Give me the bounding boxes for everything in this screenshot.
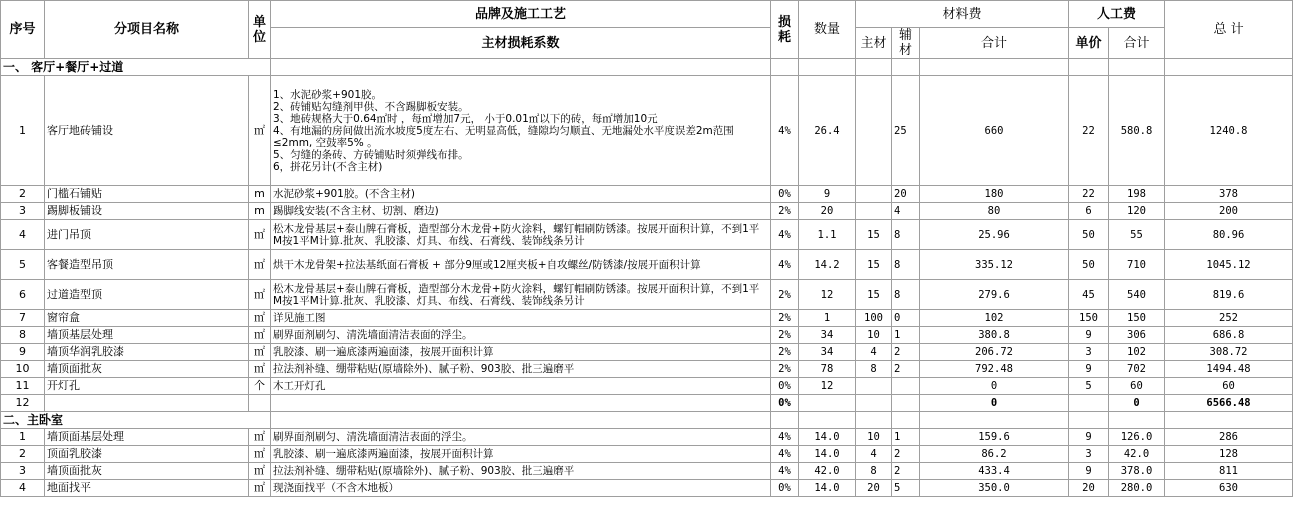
description-line: 乳胶漆、刷一遍底漆两遍面漆，按展开面积计算 bbox=[273, 448, 494, 460]
row-labor-subtotal: 120 bbox=[1109, 203, 1165, 220]
description-line: 木工开灯孔 bbox=[273, 380, 326, 392]
row-description bbox=[271, 463, 771, 480]
row-seq: 1 bbox=[1, 429, 45, 446]
row-labor-unit-price: 9 bbox=[1069, 361, 1109, 378]
table-row bbox=[1, 280, 1293, 310]
row-material-subtotal: 206.72 bbox=[920, 344, 1069, 361]
row-loss: 2% bbox=[771, 344, 799, 361]
row-main-material bbox=[856, 378, 892, 395]
row-main-material: 20 bbox=[856, 480, 892, 497]
row-quantity: 12 bbox=[799, 280, 856, 310]
row-labor-unit-price: 9 bbox=[1069, 429, 1109, 446]
row-labor-unit-price: 50 bbox=[1069, 220, 1109, 250]
row-quantity: 12 bbox=[799, 378, 856, 395]
row-total: 686.8 bbox=[1165, 327, 1293, 344]
table-row bbox=[1, 186, 1293, 203]
section-row bbox=[1, 59, 1293, 76]
section-empty-cell bbox=[271, 59, 771, 76]
row-unit: m bbox=[249, 203, 271, 220]
row-loss: 2% bbox=[771, 203, 799, 220]
header-labor-subtotal: 合计 bbox=[1109, 28, 1165, 59]
row-seq: 7 bbox=[1, 310, 45, 327]
row-labor-unit-price: 9 bbox=[1069, 463, 1109, 480]
row-material-subtotal: 350.0 bbox=[920, 480, 1069, 497]
row-seq: 1 bbox=[1, 76, 45, 186]
description-line: 详见施工图 bbox=[273, 312, 326, 324]
row-item-name: 进门吊顶 bbox=[45, 220, 249, 250]
row-aux-material: 2 bbox=[892, 361, 920, 378]
row-description bbox=[271, 446, 771, 463]
row-item-name bbox=[45, 395, 249, 412]
row-aux-material: 8 bbox=[892, 280, 920, 310]
row-quantity: 1.1 bbox=[799, 220, 856, 250]
row-material-subtotal: 380.8 bbox=[920, 327, 1069, 344]
row-quantity: 1 bbox=[799, 310, 856, 327]
row-aux-material: 8 bbox=[892, 220, 920, 250]
table-row bbox=[1, 327, 1293, 344]
row-description bbox=[271, 186, 771, 203]
header-item-name: 分项目名称 bbox=[45, 1, 249, 59]
row-material-subtotal: 0 bbox=[920, 395, 1069, 412]
row-unit: ㎡ bbox=[249, 446, 271, 463]
row-loss: 0% bbox=[771, 480, 799, 497]
row-main-material bbox=[856, 395, 892, 412]
description-line: 刷界面剂刷匀、清洗墙面清洁表面的浮尘。 bbox=[273, 329, 473, 341]
row-aux-material: 2 bbox=[892, 446, 920, 463]
section-empty-cell bbox=[856, 412, 892, 429]
row-seq: 4 bbox=[1, 480, 45, 497]
table-row bbox=[1, 429, 1293, 446]
row-description bbox=[271, 280, 771, 310]
row-labor-unit-price: 150 bbox=[1069, 310, 1109, 327]
row-aux-material: 1 bbox=[892, 327, 920, 344]
row-labor-unit-price: 9 bbox=[1069, 327, 1109, 344]
header-loss-coef: 主材损耗系数 bbox=[271, 28, 771, 59]
row-labor-unit-price: 50 bbox=[1069, 250, 1109, 280]
row-seq: 4 bbox=[1, 220, 45, 250]
row-aux-material: 20 bbox=[892, 186, 920, 203]
row-labor-unit-price: 6 bbox=[1069, 203, 1109, 220]
header-unit: 单位 bbox=[249, 1, 271, 59]
row-unit: ㎡ bbox=[249, 480, 271, 497]
row-quantity: 14.0 bbox=[799, 480, 856, 497]
table-row bbox=[1, 310, 1293, 327]
row-unit: ㎡ bbox=[249, 463, 271, 480]
section-title: 二、主卧室 bbox=[1, 412, 271, 429]
row-total: 6566.48 bbox=[1165, 395, 1293, 412]
row-quantity: 9 bbox=[799, 186, 856, 203]
row-aux-material: 4 bbox=[892, 203, 920, 220]
row-main-material bbox=[856, 76, 892, 186]
row-labor-subtotal: 280.0 bbox=[1109, 480, 1165, 497]
row-item-name: 门槛石铺贴 bbox=[45, 186, 249, 203]
row-main-material: 100 bbox=[856, 310, 892, 327]
row-labor-subtotal: 198 bbox=[1109, 186, 1165, 203]
row-aux-material: 25 bbox=[892, 76, 920, 186]
row-total: 286 bbox=[1165, 429, 1293, 446]
description-line: 烘干木龙骨架+拉法基纸面石膏板 + 部分9厘或12厘夹板+自攻螺丝/防锈漆/按展开面积计算 bbox=[273, 258, 701, 271]
row-description bbox=[271, 220, 771, 250]
row-unit bbox=[249, 395, 271, 412]
row-quantity: 34 bbox=[799, 344, 856, 361]
section-row bbox=[1, 412, 1293, 429]
section-empty-cell bbox=[892, 59, 920, 76]
row-total: 128 bbox=[1165, 446, 1293, 463]
row-unit: ㎡ bbox=[249, 310, 271, 327]
row-labor-subtotal: 540 bbox=[1109, 280, 1165, 310]
row-quantity: 26.4 bbox=[799, 76, 856, 186]
section-empty-cell bbox=[892, 412, 920, 429]
row-labor-unit-price: 20 bbox=[1069, 480, 1109, 497]
row-labor-subtotal: 60 bbox=[1109, 378, 1165, 395]
row-aux-material: 8 bbox=[892, 250, 920, 280]
table-row bbox=[1, 446, 1293, 463]
header-total: 总 计 bbox=[1165, 1, 1293, 59]
row-main-material: 10 bbox=[856, 429, 892, 446]
description-line: 松木龙骨基层+泰山牌石膏板，造型部分木龙骨+防火涂料，螺钉帽刷防锈漆。按展开面积计算，不到1平M按1平M计算.批灰、乳胶漆、灯具、布线、石膏线、装饰线条另计 bbox=[273, 222, 760, 247]
section-empty-cell bbox=[271, 412, 771, 429]
row-material-subtotal: 25.96 bbox=[920, 220, 1069, 250]
row-total: 1494.48 bbox=[1165, 361, 1293, 378]
row-main-material bbox=[856, 203, 892, 220]
row-loss: 0% bbox=[771, 378, 799, 395]
row-main-material: 15 bbox=[856, 220, 892, 250]
row-quantity: 34 bbox=[799, 327, 856, 344]
row-item-name: 客餐造型吊顶 bbox=[45, 250, 249, 280]
description-line: 1、水泥砂浆+901胶。 bbox=[273, 88, 383, 101]
row-unit: ㎡ bbox=[249, 250, 271, 280]
row-loss: 2% bbox=[771, 310, 799, 327]
row-item-name: 墙顶基层处理 bbox=[45, 327, 249, 344]
row-aux-material: 2 bbox=[892, 463, 920, 480]
row-material-subtotal: 433.4 bbox=[920, 463, 1069, 480]
section-empty-cell bbox=[1165, 59, 1293, 76]
row-item-name: 墙顶华润乳胶漆 bbox=[45, 344, 249, 361]
row-unit: ㎡ bbox=[249, 344, 271, 361]
header-quantity: 数量 bbox=[799, 1, 856, 59]
section-title: 一、 客厅+餐厅+过道 bbox=[1, 59, 271, 76]
description-line: 松木龙骨基层+泰山牌石膏板，造型部分木龙骨+防火涂料，螺钉帽刷防锈漆。按展开面积计算，不到1平M按1平M计算.批灰、乳胶漆、灯具、布线、石膏线、装饰线条另计 bbox=[273, 282, 760, 307]
row-loss: 0% bbox=[771, 395, 799, 412]
section-empty-cell bbox=[920, 59, 1069, 76]
description-line: 刷界面剂刷匀、清洗墙面清洁表面的浮尘。 bbox=[273, 431, 473, 443]
row-unit: ㎡ bbox=[249, 280, 271, 310]
description-line: 现浇面找平（不含木地板） bbox=[273, 482, 399, 494]
table-row bbox=[1, 344, 1293, 361]
row-material-subtotal: 80 bbox=[920, 203, 1069, 220]
row-seq: 12 bbox=[1, 395, 45, 412]
header-loss: 损耗 bbox=[771, 1, 799, 59]
table-row bbox=[1, 480, 1293, 497]
row-total: 378 bbox=[1165, 186, 1293, 203]
row-material-subtotal: 335.12 bbox=[920, 250, 1069, 280]
row-labor-subtotal: 42.0 bbox=[1109, 446, 1165, 463]
row-description bbox=[271, 76, 771, 186]
header-subtotal: 合计 bbox=[920, 28, 1069, 59]
row-item-name: 顶面乳胶漆 bbox=[45, 446, 249, 463]
row-description bbox=[271, 327, 771, 344]
table-row bbox=[1, 395, 1293, 412]
row-unit: 个 bbox=[249, 378, 271, 395]
row-labor-subtotal: 378.0 bbox=[1109, 463, 1165, 480]
row-description bbox=[271, 429, 771, 446]
row-material-subtotal: 792.48 bbox=[920, 361, 1069, 378]
row-total: 80.96 bbox=[1165, 220, 1293, 250]
row-labor-unit-price bbox=[1069, 395, 1109, 412]
description-line: 2、砖铺贴勾缝剂甲供、不含踢脚板安装。 bbox=[273, 100, 469, 113]
header-aux-material: 辅材 bbox=[892, 28, 920, 59]
row-loss: 4% bbox=[771, 250, 799, 280]
row-labor-subtotal: 702 bbox=[1109, 361, 1165, 378]
row-main-material: 15 bbox=[856, 250, 892, 280]
row-description bbox=[271, 480, 771, 497]
section-empty-cell bbox=[771, 412, 799, 429]
row-aux-material: 5 bbox=[892, 480, 920, 497]
row-seq: 9 bbox=[1, 344, 45, 361]
row-description bbox=[271, 203, 771, 220]
header-main-material: 主材 bbox=[856, 28, 892, 59]
description-line: 水泥砂浆+901胶。(不含主材) bbox=[273, 188, 416, 200]
description-line: 3、地砖规格大于0.64㎡时 ，每㎡增加7元， 小于0.01㎡以下的砖，每㎡增加10元 bbox=[273, 112, 658, 125]
description-line: 6，拼花另计(不含主材) bbox=[273, 160, 383, 173]
row-item-name: 开灯孔 bbox=[45, 378, 249, 395]
header-labor-fee: 人工费 bbox=[1069, 1, 1165, 28]
row-labor-subtotal: 0 bbox=[1109, 395, 1165, 412]
description-line: 踢脚线安装(不含主材、切割、磨边) bbox=[273, 205, 439, 217]
row-seq: 10 bbox=[1, 361, 45, 378]
row-material-subtotal: 180 bbox=[920, 186, 1069, 203]
row-item-name: 地面找平 bbox=[45, 480, 249, 497]
row-loss: 2% bbox=[771, 327, 799, 344]
row-main-material bbox=[856, 186, 892, 203]
row-total: 630 bbox=[1165, 480, 1293, 497]
section-empty-cell bbox=[920, 412, 1069, 429]
row-aux-material: 0 bbox=[892, 310, 920, 327]
row-loss: 4% bbox=[771, 429, 799, 446]
row-labor-subtotal: 55 bbox=[1109, 220, 1165, 250]
row-description bbox=[271, 378, 771, 395]
row-total: 819.6 bbox=[1165, 280, 1293, 310]
row-total: 811 bbox=[1165, 463, 1293, 480]
table-row bbox=[1, 220, 1293, 250]
row-seq: 3 bbox=[1, 203, 45, 220]
row-quantity: 20 bbox=[799, 203, 856, 220]
section-empty-cell bbox=[856, 59, 892, 76]
section-empty-cell bbox=[1069, 59, 1109, 76]
section-empty-cell bbox=[1069, 412, 1109, 429]
row-main-material: 10 bbox=[856, 327, 892, 344]
row-quantity: 78 bbox=[799, 361, 856, 378]
row-labor-subtotal: 126.0 bbox=[1109, 429, 1165, 446]
description-line: 拉法剂补缝、绷带粘贴(原墙除外)、腻子粉、903胶、批三遍磨平 bbox=[273, 465, 575, 477]
row-unit: ㎡ bbox=[249, 76, 271, 186]
section-empty-cell bbox=[799, 412, 856, 429]
header-brand-process: 品牌及施工工艺 bbox=[271, 1, 771, 28]
description-line: 4、有地漏的房间做出流水坡度5度左右、无明显高低，缝隙均匀顺直、无地漏处水平度误差2m范围≤2mm, 空鼓率5% 。 bbox=[273, 124, 734, 149]
row-main-material: 15 bbox=[856, 280, 892, 310]
section-empty-cell bbox=[1165, 412, 1293, 429]
row-seq: 8 bbox=[1, 327, 45, 344]
row-material-subtotal: 0 bbox=[920, 378, 1069, 395]
row-item-name: 过道造型顶 bbox=[45, 280, 249, 310]
row-total: 200 bbox=[1165, 203, 1293, 220]
row-material-subtotal: 159.6 bbox=[920, 429, 1069, 446]
description-line: 乳胶漆、刷一遍底漆两遍面漆，按展开面积计算 bbox=[273, 346, 494, 358]
row-material-subtotal: 102 bbox=[920, 310, 1069, 327]
row-main-material: 8 bbox=[856, 361, 892, 378]
row-main-material: 8 bbox=[856, 463, 892, 480]
row-quantity: 42.0 bbox=[799, 463, 856, 480]
row-item-name: 墙顶面批灰 bbox=[45, 463, 249, 480]
row-labor-unit-price: 22 bbox=[1069, 186, 1109, 203]
row-loss: 4% bbox=[771, 463, 799, 480]
row-main-material: 4 bbox=[856, 446, 892, 463]
row-loss: 0% bbox=[771, 186, 799, 203]
row-item-name: 踢脚板铺设 bbox=[45, 203, 249, 220]
row-description bbox=[271, 344, 771, 361]
row-item-name: 墙顶面基层处理 bbox=[45, 429, 249, 446]
row-item-name: 客厅地砖铺设 bbox=[45, 76, 249, 186]
row-labor-unit-price: 22 bbox=[1069, 76, 1109, 186]
header-seq: 序号 bbox=[1, 1, 45, 59]
row-material-subtotal: 86.2 bbox=[920, 446, 1069, 463]
table-row bbox=[1, 378, 1293, 395]
row-labor-unit-price: 3 bbox=[1069, 446, 1109, 463]
row-quantity: 14.0 bbox=[799, 446, 856, 463]
row-loss: 4% bbox=[771, 446, 799, 463]
description-line: 5、匀缝的条砖、方砖铺贴时须弹线布排。 bbox=[273, 148, 469, 161]
row-unit: ㎡ bbox=[249, 429, 271, 446]
row-quantity: 14.2 bbox=[799, 250, 856, 280]
table-row bbox=[1, 76, 1293, 186]
row-loss: 4% bbox=[771, 76, 799, 186]
row-description bbox=[271, 395, 771, 412]
row-labor-subtotal: 150 bbox=[1109, 310, 1165, 327]
section-empty-cell bbox=[1109, 59, 1165, 76]
row-aux-material: 1 bbox=[892, 429, 920, 446]
row-unit: m bbox=[249, 186, 271, 203]
table-row bbox=[1, 203, 1293, 220]
row-unit: ㎡ bbox=[249, 220, 271, 250]
table-row bbox=[1, 463, 1293, 480]
section-empty-cell bbox=[799, 59, 856, 76]
row-unit: ㎡ bbox=[249, 361, 271, 378]
row-total: 252 bbox=[1165, 310, 1293, 327]
row-seq: 11 bbox=[1, 378, 45, 395]
row-description bbox=[271, 361, 771, 378]
row-seq: 2 bbox=[1, 446, 45, 463]
section-empty-cell bbox=[1109, 412, 1165, 429]
row-item-name: 窗帘盒 bbox=[45, 310, 249, 327]
row-total: 60 bbox=[1165, 378, 1293, 395]
row-seq: 3 bbox=[1, 463, 45, 480]
row-description bbox=[271, 310, 771, 327]
row-total: 308.72 bbox=[1165, 344, 1293, 361]
row-item-name: 墙顶面批灰 bbox=[45, 361, 249, 378]
row-total: 1240.8 bbox=[1165, 76, 1293, 186]
row-total: 1045.12 bbox=[1165, 250, 1293, 280]
row-loss: 2% bbox=[771, 280, 799, 310]
header-material-fee: 材料费 bbox=[856, 1, 1069, 28]
header-unit-price: 单价 bbox=[1069, 28, 1109, 59]
section-empty-cell bbox=[771, 59, 799, 76]
row-labor-subtotal: 710 bbox=[1109, 250, 1165, 280]
row-loss: 4% bbox=[771, 220, 799, 250]
table-row bbox=[1, 250, 1293, 280]
row-description bbox=[271, 250, 771, 280]
row-seq: 2 bbox=[1, 186, 45, 203]
row-seq: 5 bbox=[1, 250, 45, 280]
row-unit: ㎡ bbox=[249, 327, 271, 344]
row-seq: 6 bbox=[1, 280, 45, 310]
row-quantity: 14.0 bbox=[799, 429, 856, 446]
row-main-material: 4 bbox=[856, 344, 892, 361]
row-labor-subtotal: 306 bbox=[1109, 327, 1165, 344]
row-aux-material bbox=[892, 378, 920, 395]
row-quantity bbox=[799, 395, 856, 412]
row-material-subtotal: 660 bbox=[920, 76, 1069, 186]
row-labor-subtotal: 580.8 bbox=[1109, 76, 1165, 186]
row-aux-material: 2 bbox=[892, 344, 920, 361]
row-loss: 2% bbox=[771, 361, 799, 378]
row-labor-unit-price: 45 bbox=[1069, 280, 1109, 310]
row-labor-subtotal: 102 bbox=[1109, 344, 1165, 361]
row-labor-unit-price: 5 bbox=[1069, 378, 1109, 395]
row-material-subtotal: 279.6 bbox=[920, 280, 1069, 310]
row-labor-unit-price: 3 bbox=[1069, 344, 1109, 361]
table-row bbox=[1, 361, 1293, 378]
row-aux-material bbox=[892, 395, 920, 412]
description-line: 拉法剂补缝、绷带粘贴(原墙除外)、腻子粉、903胶、批三遍磨平 bbox=[273, 363, 575, 375]
